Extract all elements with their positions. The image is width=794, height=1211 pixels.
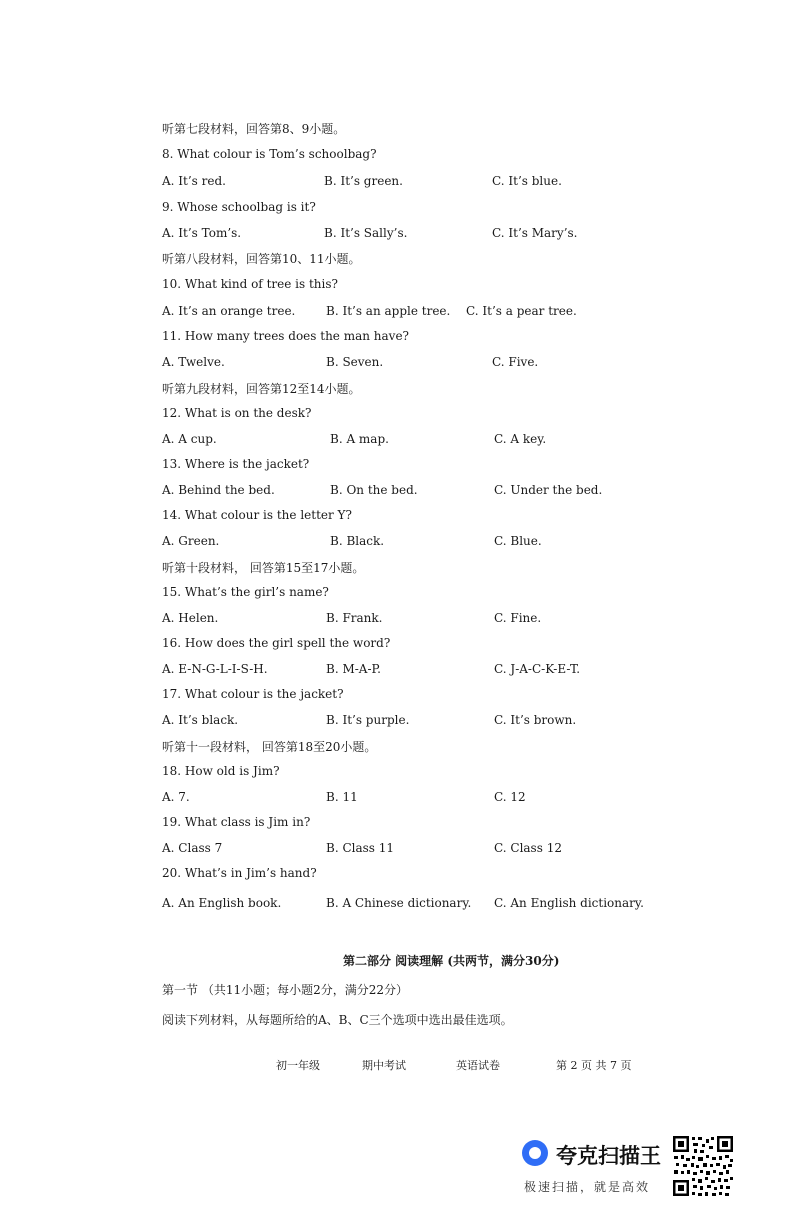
option-16-a: A. E-N-G-L-I-S-H. [162, 662, 268, 676]
question-12: 12. What is on the desk? [162, 406, 312, 420]
question-20: 20. What’s in Jim’s hand? [162, 866, 317, 880]
question-17: 17. What colour is the jacket? [162, 687, 344, 701]
option-8-a: A. It’s red. [162, 174, 226, 188]
question-16: 16. How does the girl spell the word? [162, 636, 391, 650]
option-10-b: B. It’s an apple tree. [326, 304, 451, 318]
option-9-c: C. It’s Mary’s. [492, 226, 578, 240]
question-19: 19. What class is Jim in? [162, 815, 311, 829]
option-13-c: C. Under the bed. [494, 483, 603, 497]
scanner-brand: 夸克扫描王 [556, 1144, 661, 1168]
option-14-b: B. Black. [330, 534, 385, 548]
option-12-c: C. A key. [494, 432, 547, 446]
footer-page-number: 第 2 页 共 7 页 [556, 1059, 632, 1072]
option-16-b: B. M-A-P. [326, 662, 381, 676]
option-15-a: A. Helen. [162, 611, 219, 625]
question-9: 9. Whose schoolbag is it? [162, 200, 316, 214]
option-12-a: A. A cup. [162, 432, 217, 446]
option-9-b: B. It’s Sally’s. [324, 226, 408, 240]
option-9-a: A. It’s Tom’s. [162, 226, 242, 240]
question-11: 11. How many trees does the man have? [162, 329, 409, 343]
option-13-a: A. Behind the bed. [162, 483, 275, 497]
part2-direction: 阅读下列材料，从每题所给的A、B、C三个选项中选出最佳选项。 [162, 1013, 513, 1027]
instruction-section-11: 听第十一段材料， 回答第18至20小题。 [162, 740, 377, 754]
option-11-c: C. Five. [492, 355, 539, 369]
option-14-a: A. Green. [162, 534, 220, 548]
option-8-b: B. It’s green. [324, 174, 403, 188]
footer-exam: 期中考试 [362, 1059, 406, 1072]
option-19-c: C. Class 12 [494, 841, 562, 855]
option-20-a: A. An English book. [162, 896, 282, 910]
option-10-c: C. It’s a pear tree. [466, 304, 577, 318]
instruction-section-10: 听第十段材料， 回答第15至17小题。 [162, 561, 365, 575]
instruction-section-7: 听第七段材料，回答第8、9小题。 [162, 122, 346, 136]
footer-grade: 初一年级 [276, 1059, 320, 1072]
question-14: 14. What colour is the letter Y? [162, 508, 352, 522]
option-18-b: B. 11 [326, 790, 358, 804]
scanner-logo-icon [522, 1140, 548, 1166]
part2-title: 第二部分 阅读理解 (共两节，满分30分) [343, 954, 560, 968]
option-14-c: C. Blue. [494, 534, 542, 548]
qr-code-icon [672, 1135, 734, 1197]
part2-section-1: 第一节 （共11小题；每小题2分，满分22分） [162, 983, 408, 997]
option-18-a: A. 7. [162, 790, 190, 804]
option-20-c: C. An English dictionary. [494, 896, 644, 910]
question-18: 18. How old is Jim? [162, 764, 280, 778]
question-8: 8. What colour is Tom’s schoolbag? [162, 147, 377, 161]
option-12-b: B. A map. [330, 432, 389, 446]
question-10: 10. What kind of tree is this? [162, 277, 338, 291]
option-11-b: B. Seven. [326, 355, 384, 369]
instruction-section-9: 听第九段材料，回答第12至14小题。 [162, 382, 361, 396]
option-17-c: C. It’s brown. [494, 713, 577, 727]
option-16-c: C. J-A-C-K-E-T. [494, 662, 581, 676]
option-17-a: A. It’s black. [162, 713, 239, 727]
option-17-b: B. It’s purple. [326, 713, 410, 727]
option-19-b: B. Class 11 [326, 841, 395, 855]
question-15: 15. What’s the girl’s name? [162, 585, 329, 599]
option-10-a: A. It’s an orange tree. [162, 304, 296, 318]
question-13: 13. Where is the jacket? [162, 457, 310, 471]
option-18-c: C. 12 [494, 790, 526, 804]
option-11-a: A. Twelve. [162, 355, 225, 369]
scanner-watermark [520, 1136, 670, 1198]
option-20-b: B. A Chinese dictionary. [326, 896, 472, 910]
footer-subject: 英语试卷 [456, 1059, 500, 1072]
option-13-b: B. On the bed. [330, 483, 418, 497]
scanner-slogan: 极速扫描，就是高效 [524, 1180, 651, 1194]
option-8-c: C. It’s blue. [492, 174, 562, 188]
option-19-a: A. Class 7 [162, 841, 223, 855]
option-15-b: B. Frank. [326, 611, 383, 625]
instruction-section-8: 听第八段材料，回答第10、11小题。 [162, 252, 361, 266]
option-15-c: C. Fine. [494, 611, 542, 625]
